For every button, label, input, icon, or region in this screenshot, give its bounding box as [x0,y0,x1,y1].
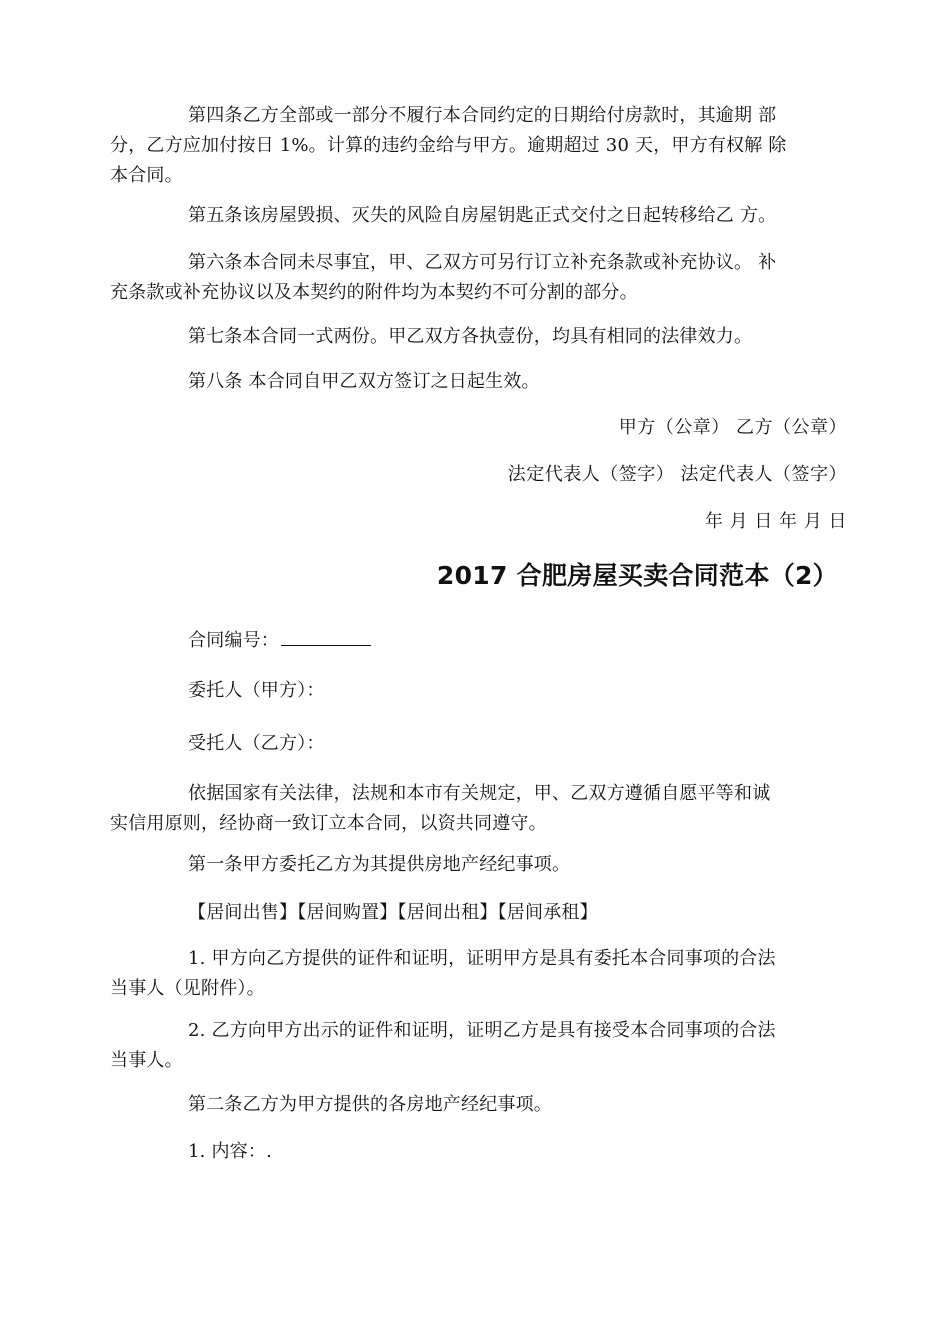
article-8-line-1: 第八条 本合同自甲乙双方签订之日起生效。 [188,371,540,392]
article-7-paragraph [110,322,850,352]
article-4-line-2: 分，乙方应加付按日 1%。计算的违约金给与甲方。逾期超过 30 天，甲方有权解 除 [110,135,787,156]
signature-representatives: 法定代表人（签字） 法定代表人（签字） [507,464,847,485]
signature-dates: 年 月 日 年 月 日 [704,511,847,532]
item-1-line-1: 1. 甲方向乙方提供的证件和证明，证明甲方是具有委托本合同事项的合法 [188,948,776,969]
article-6-paragraph [110,248,850,308]
principal-label: 委托人（甲方）： [188,680,325,701]
article-4-line-3: 本合同。 [110,165,183,186]
clause-2-paragraph [110,1090,850,1120]
article-6-line-2: 充条款或补充协议以及本契约的附件均为本契约不可分割的部分。 [110,282,638,303]
item-2-line-2: 当事人。 [110,1050,183,1071]
article-5-line-1: 第五条该房屋毁损、灭失的风险自房屋钥匙正式交付之日起转移给乙 方。 [188,205,777,226]
clause-2-line-1: 第二条乙方为甲方提供的各房地产经纪事项。 [188,1094,552,1115]
content-item-text: 1. 内容：. [188,1141,273,1162]
options-text: 【居间出售】【居间购置】【居间出租】【居间承租】 [188,902,598,923]
contract-number-row [110,626,850,656]
article-4-paragraph [110,101,850,191]
contract-number-label: 合同编号： [188,630,279,651]
intro-paragraph [110,779,850,839]
agent-label: 受托人（乙方）： [188,733,325,754]
signature-seals: 甲方（公章） 乙方（公章） [618,417,847,438]
contract-number-blank [281,627,371,646]
clause-1-line-1: 第一条甲方委托乙方为其提供房地产经纪事项。 [188,854,571,875]
article-5-paragraph [110,201,850,231]
item-2-line-1: 2. 乙方向甲方出示的证件和证明，证明乙方是具有接受本合同事项的合法 [188,1020,776,1041]
intro-line-1: 依据国家有关法律，法规和本市有关规定，甲、乙双方遵循自愿平等和诚 [188,783,771,804]
intro-line-2: 实信用原则，经协商一致订立本合同，以资共同遵守。 [110,813,547,834]
agent-line [110,729,850,759]
document-title: 2017 合肥房屋买卖合同范本（2） [436,561,838,590]
article-8-paragraph [110,367,850,397]
item-1-line-2: 当事人（见附件）。 [110,978,265,999]
options-line [110,898,850,928]
content-item-line [110,1137,850,1167]
principal-line [110,676,850,706]
item-1-paragraph [110,944,850,1004]
contract-number-line [110,626,850,656]
article-7-line-1: 第七条本合同一式两份。甲乙双方各执壹份，均具有相同的法律效力。 [188,326,753,347]
item-2-paragraph [110,1016,850,1076]
clause-1-paragraph [110,850,850,880]
article-4-line-1: 第四条乙方全部或一部分不履行本合同约定的日期给付房款时，其逾期 部 [188,105,777,126]
article-6-line-1: 第六条本合同未尽事宜，甲、乙双方可另行订立补充条款或补充协议。 补 [188,252,777,273]
